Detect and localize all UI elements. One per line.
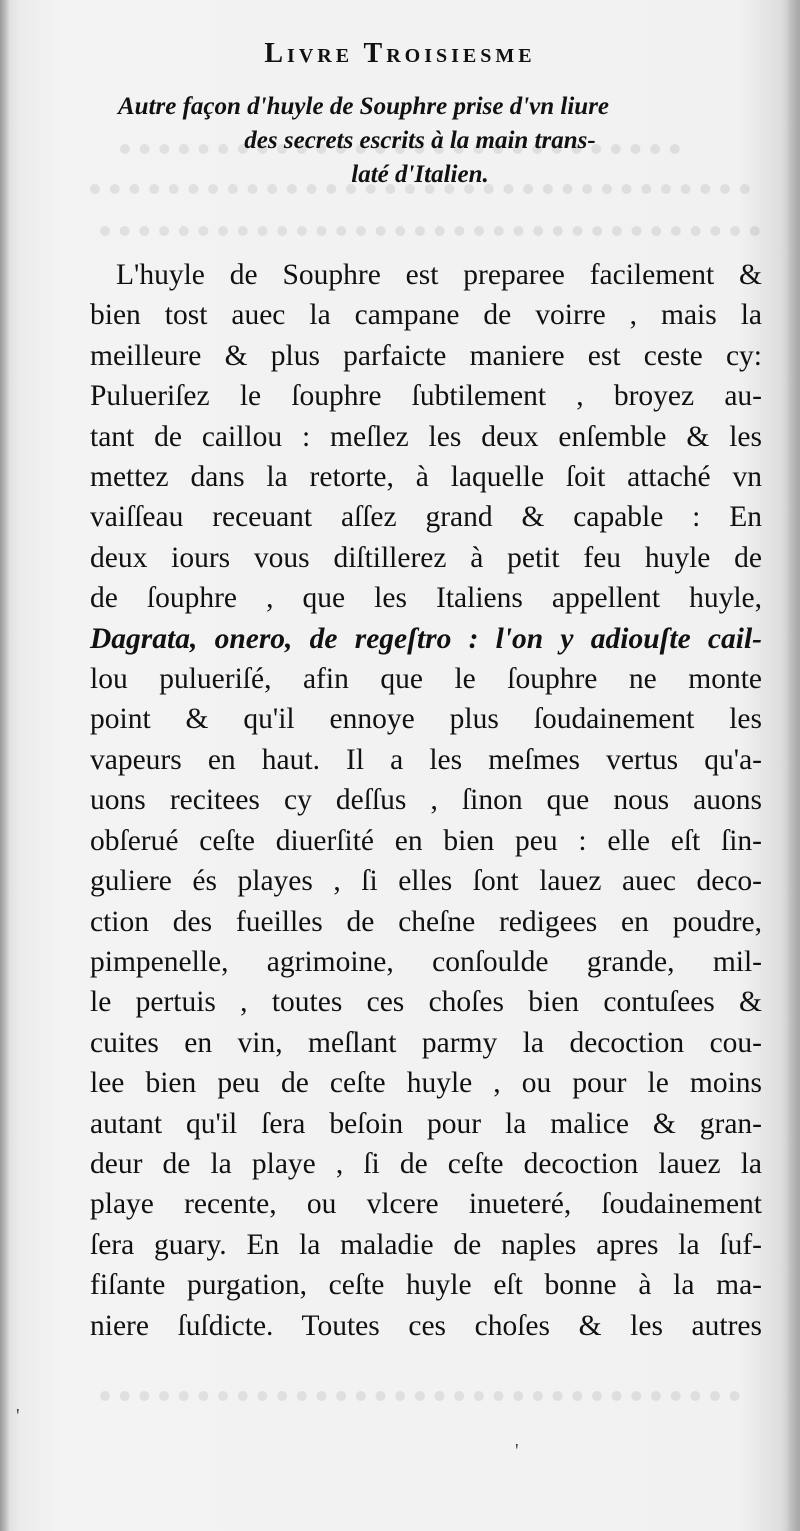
text-line: ſera guary. En la maladie de naples apres la ſuf- (90, 1228, 762, 1261)
section-title (100, 90, 740, 192)
text-line: tant de caillou : meſlez les deux enſemble & les (90, 420, 762, 453)
text-line: meilleure & plus parfaicte maniere est ceste cy: (90, 339, 762, 372)
title-line-1: Autre façon d'huyle de Souphre prise d'vn liure (118, 93, 610, 120)
text-line: bien tost auec la campane de voirre , mais la (90, 299, 762, 332)
title-line-2: des secrets escrits à la main trans- (244, 127, 596, 154)
text-line: Dagrata, onero, de regeſtro : l'on y adiouſte cail- (90, 622, 762, 655)
bleed-through-line (0, 1375, 800, 1415)
text-line: le pertuis , toutes ces choſes bien contuſees & (90, 986, 762, 1019)
margin-speck: ' (515, 1440, 519, 1462)
text-line: deur de la playe , ſi de ceſte decoction lauez la (90, 1147, 762, 1180)
text-line: fiſante purgation, ceſte huyle eſt bonne à la ma- (90, 1269, 762, 1302)
bleed-through-line (0, 210, 800, 250)
text-line: mettez dans la retorte, à laquelle ſoit attaché vn (90, 461, 762, 494)
text-line: pimpenelle, agrimoine, conſoulde grande, mil- (90, 945, 762, 978)
body-text (90, 255, 762, 1346)
text-line: playe recente, ou vlcere inueteré, ſoudainement (90, 1188, 762, 1221)
text-line: lou pulueriſé, afin que le ſouphre ne monte (90, 663, 762, 696)
text-line: cuites en vin, meſlant parmy la decoction cou- (90, 1026, 762, 1059)
text-line: guliere és playes , ſi elles ſont lauez auec deco- (90, 865, 762, 898)
text-line: ction des fueilles de cheſne redigees en poudre, (90, 905, 762, 938)
text-line: uons recitees cy deſſus , ſinon que nous auons (90, 784, 762, 817)
text-line: de ſouphre , que les Italiens appellent huyle, (90, 582, 762, 615)
title-line-3: laté d'Italien. (351, 161, 489, 188)
text-line: L'huyle de Souphre est preparee facilement & (116, 259, 762, 291)
text-line: vaiſſeau receuant aſſez grand & capable : En (90, 501, 762, 534)
text-line: point & qu'il ennoye plus ſoudainement les (90, 703, 762, 736)
text-line: deux iours vous diſtillerez à petit feu huyle de (90, 541, 762, 574)
text-line: niere ſuſdicte. Toutes ces choſes & les autres (90, 1309, 762, 1342)
margin-speck: ' (16, 1405, 20, 1427)
text-line: Pulueriſez le ſouphre ſubtilement , broyez au- (90, 380, 762, 413)
running-head: Livre Troisiesme (264, 38, 536, 69)
text-line: vapeurs en haut. Il a les meſmes vertus qu'a- (90, 743, 762, 776)
text-line: autant qu'il ſera beſoin pour la malice & gran- (90, 1107, 762, 1140)
text-line: lee bien peu de ceſte huyle , ou pour le moins (90, 1067, 762, 1100)
text-line: obſerué ceſte diuerſité en bien peu : elle eſt ſin- (90, 824, 762, 857)
